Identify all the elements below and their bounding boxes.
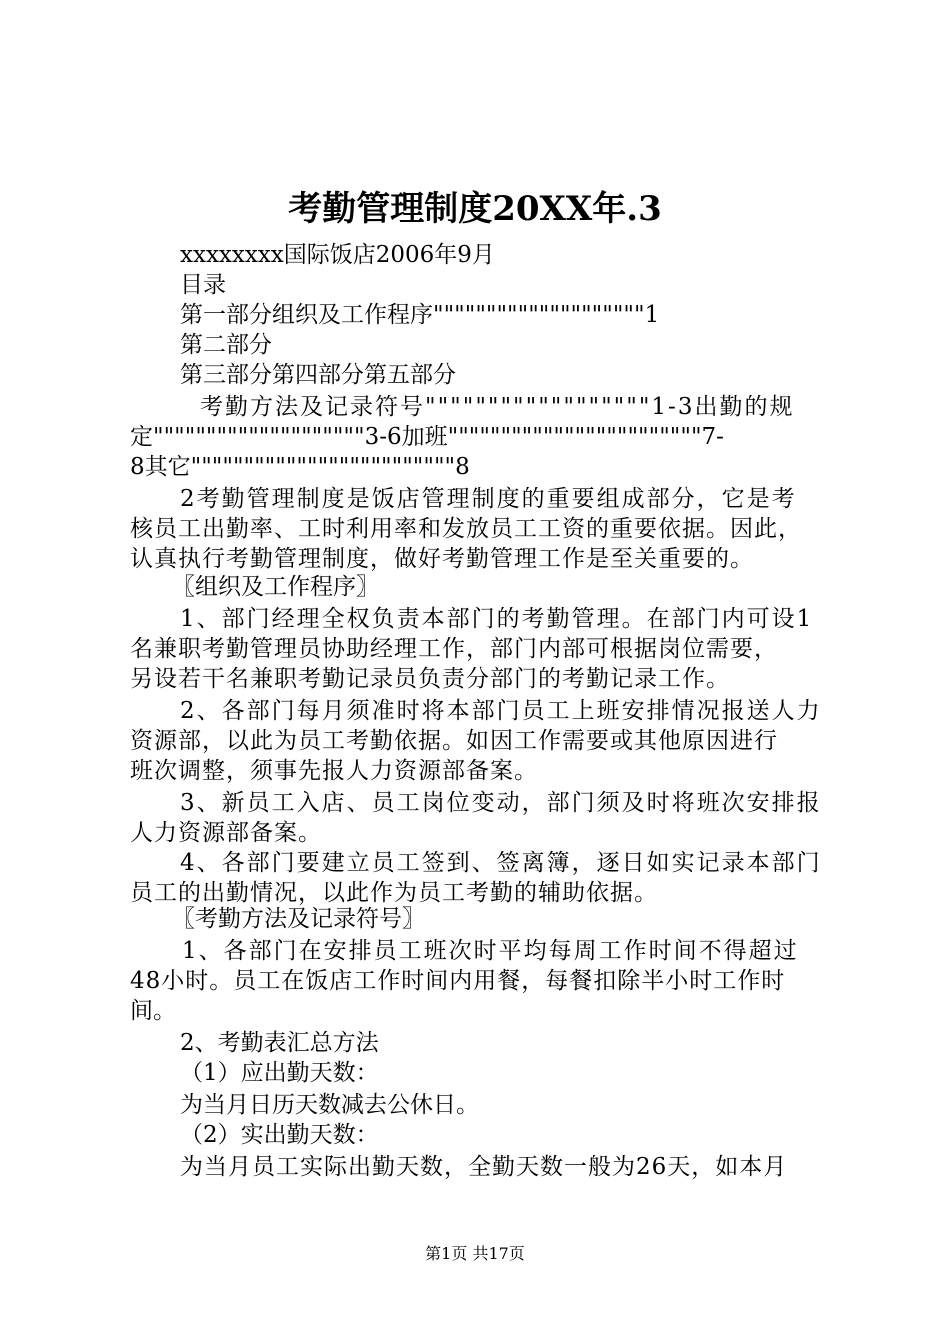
paragraph-line: 员工的出勤情况，以此作为员工考勤的辅助依据。	[130, 880, 658, 906]
paragraph-line: 2考勤管理制度是饭店管理制度的重要组成部分，它是考	[180, 486, 797, 512]
paragraph-line: 为当月日历天数减去公休日。	[180, 1092, 479, 1118]
toc-line: 第二部分	[180, 332, 272, 358]
document-title: 考勤管理制度20XX年.3	[288, 189, 662, 229]
paragraph-line: 4、各部门要建立员工签到、签离簿，逐日如实记录本部门	[180, 850, 822, 876]
toc-heading: 目录	[180, 272, 226, 298]
paragraph-line: 核员工出勤率、工时利用率和发放员工工资的重要依据。因此，	[130, 516, 802, 542]
paragraph-line: 资源部，以此为员工考勤依据。如因工作需要或其他原因进行	[130, 728, 778, 754]
toc-line: 8其它"""""""""""""""""""""""""8	[130, 454, 470, 480]
paragraph-line: 间。	[130, 998, 176, 1024]
toc-line: 第一部分组织及工作程序""""""""""""""""""""1	[180, 302, 660, 328]
toc-line: 定""""""""""""""""""""3-6加班""""""""""""""""""""""""7-	[130, 424, 724, 450]
paragraph-line: 人力资源部备案。	[130, 820, 322, 846]
paragraph-line: 为当月员工实际出勤天数，全勤天数一般为26天，如本月	[180, 1154, 788, 1180]
paragraph-line: 班次调整，须事先报人力资源部备案。	[130, 758, 538, 784]
paragraph-line: 1、各部门在安排员工班次时平均每周工作时间不得超过	[182, 938, 799, 964]
header-line: xxxxxxxx国际饭店2006年9月	[180, 242, 495, 268]
paragraph-line: （2）实出勤天数：	[180, 1122, 379, 1148]
section-heading: 〖组织及工作程序〗	[172, 574, 379, 600]
section-heading: 〖考勤方法及记录符号〗	[172, 906, 425, 932]
paragraph-line: （1）应出勤天数：	[180, 1060, 379, 1086]
toc-line: 考勤方法及记录符号""""""""""""""""""1-3出勤的规	[200, 394, 795, 420]
paragraph-line: 48小时。员工在饭店工作时间内用餐，每餐扣除半小时工作时	[130, 968, 786, 994]
paragraph-line: 2、考勤表汇总方法	[180, 1030, 379, 1056]
toc-line: 第三部分第四部分第五部分	[180, 362, 456, 388]
paragraph-line: 2、各部门每月须准时将本部门员工上班安排情况报送人力	[180, 698, 822, 724]
paragraph-line: 3、新员工入店、员工岗位变动，部门须及时将班次安排报	[180, 790, 822, 816]
paragraph-line: 另设若干名兼职考勤记录员负责分部门的考勤记录工作。	[130, 666, 730, 692]
paragraph-line: 1、部门经理全权负责本部门的考勤管理。在部门内可设1	[180, 606, 814, 632]
page-footer: 第1页 共17页	[425, 1244, 525, 1263]
paragraph-line: 名兼职考勤管理员协助经理工作，部门内部可根据岗位需要，	[130, 636, 778, 662]
paragraph-line: 认真执行考勤管理制度，做好考勤管理工作是至关重要的。	[130, 546, 754, 572]
